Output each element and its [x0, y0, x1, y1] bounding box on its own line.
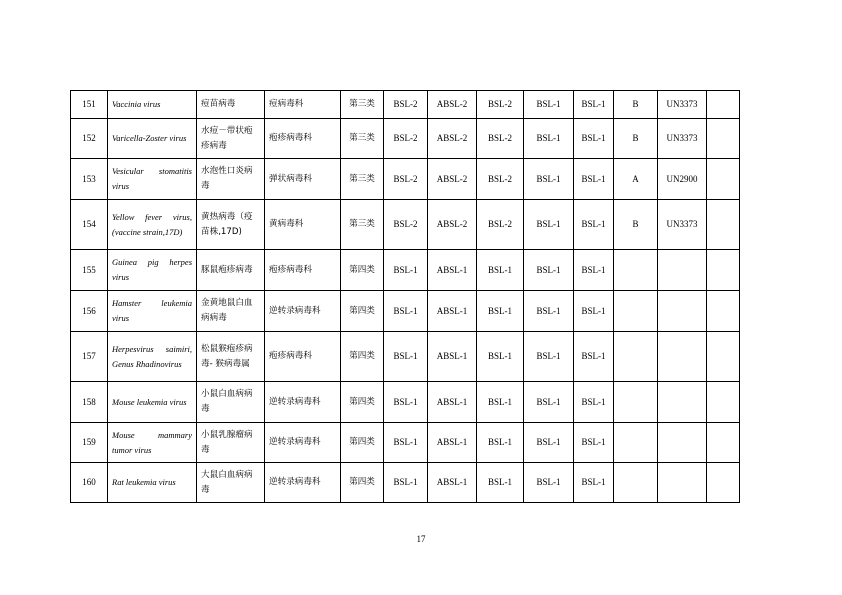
virus-name-chinese: 黄热病毒（疫苗株,17D)	[197, 200, 265, 250]
virus-family: 疱疹病毒科	[265, 332, 341, 382]
un-number	[658, 250, 707, 291]
animal-lab-level: ABSL-1	[428, 423, 477, 463]
inactivated-material-lab-level: BSL-1	[524, 332, 574, 382]
culture-lab-level: BSL-2	[384, 119, 428, 159]
table-row	[71, 159, 740, 200]
noninfectious-material-lab-level: BSL-1	[574, 119, 614, 159]
inactivated-material-lab-level: BSL-1	[524, 291, 574, 332]
culture-lab-level: BSL-1	[384, 382, 428, 423]
virus-name-latin: Hamster leukemia virus	[108, 291, 197, 332]
hazard-category: 第四类	[341, 291, 384, 332]
remarks-cell	[707, 159, 740, 200]
virus-family: 逆转录病毒科	[265, 382, 341, 423]
table-row	[71, 200, 740, 250]
row-number: 160	[71, 463, 108, 503]
virus-family: 疱疹病毒科	[265, 119, 341, 159]
animal-lab-level: ABSL-2	[428, 91, 477, 119]
table-row	[71, 423, 740, 463]
hazard-category: 第四类	[341, 250, 384, 291]
virus-name-latin: Guinea pig herpes virus	[108, 250, 197, 291]
animal-lab-level: ABSL-2	[428, 200, 477, 250]
culture-lab-level: BSL-1	[384, 423, 428, 463]
virus-name-chinese: 金黄地鼠白血病病毒	[197, 291, 265, 332]
hazard-category: 第四类	[341, 463, 384, 503]
noninfectious-material-lab-level: BSL-1	[574, 91, 614, 119]
animal-lab-level: ABSL-1	[428, 250, 477, 291]
virus-name-chinese: 痘苗病毒	[197, 91, 265, 119]
uninfected-material-lab-level: BSL-1	[477, 291, 524, 332]
virus-name-chinese: 水泡性口炎病毒	[197, 159, 265, 200]
inactivated-material-lab-level: BSL-1	[524, 382, 574, 423]
virus-name-chinese: 松鼠猴疱疹病毒- 猴病毒属	[197, 332, 265, 382]
hazard-category: 第三类	[341, 119, 384, 159]
remarks-cell	[707, 119, 740, 159]
virus-family: 弹状病毒科	[265, 159, 341, 200]
transport-package-class	[614, 463, 658, 503]
remarks-cell	[707, 250, 740, 291]
virus-name-latin: Vaccinia virus	[108, 91, 197, 119]
noninfectious-material-lab-level: BSL-1	[574, 159, 614, 200]
animal-lab-level: ABSL-1	[428, 463, 477, 503]
row-number: 159	[71, 423, 108, 463]
uninfected-material-lab-level: BSL-2	[477, 200, 524, 250]
animal-lab-level: ABSL-1	[428, 332, 477, 382]
virus-name-latin: Varicella-Zoster virus	[108, 119, 197, 159]
row-number: 154	[71, 200, 108, 250]
transport-package-class: B	[614, 91, 658, 119]
inactivated-material-lab-level: BSL-1	[524, 91, 574, 119]
hazard-category: 第三类	[341, 91, 384, 119]
uninfected-material-lab-level: BSL-1	[477, 332, 524, 382]
virus-name-chinese: 小鼠乳腺瘤病毒	[197, 423, 265, 463]
hazard-category: 第四类	[341, 423, 384, 463]
culture-lab-level: BSL-2	[384, 200, 428, 250]
inactivated-material-lab-level: BSL-1	[524, 423, 574, 463]
remarks-cell	[707, 423, 740, 463]
un-number	[658, 382, 707, 423]
un-number: UN3373	[658, 119, 707, 159]
uninfected-material-lab-level: BSL-1	[477, 423, 524, 463]
virus-family: 痘病毒科	[265, 91, 341, 119]
hazard-category: 第四类	[341, 332, 384, 382]
remarks-cell	[707, 200, 740, 250]
hazard-category: 第三类	[341, 200, 384, 250]
noninfectious-material-lab-level: BSL-1	[574, 200, 614, 250]
remarks-cell	[707, 463, 740, 503]
un-number: UN3373	[658, 200, 707, 250]
animal-lab-level: ABSL-1	[428, 382, 477, 423]
culture-lab-level: BSL-2	[384, 91, 428, 119]
uninfected-material-lab-level: BSL-1	[477, 463, 524, 503]
transport-package-class	[614, 423, 658, 463]
un-number	[658, 463, 707, 503]
virus-table	[70, 90, 740, 503]
noninfectious-material-lab-level: BSL-1	[574, 291, 614, 332]
virus-name-chinese: 大鼠白血病病毒	[197, 463, 265, 503]
transport-package-class: A	[614, 159, 658, 200]
un-number	[658, 332, 707, 382]
virus-family: 逆转录病毒科	[265, 423, 341, 463]
row-number: 157	[71, 332, 108, 382]
inactivated-material-lab-level: BSL-1	[524, 250, 574, 291]
uninfected-material-lab-level: BSL-2	[477, 159, 524, 200]
inactivated-material-lab-level: BSL-1	[524, 463, 574, 503]
un-number	[658, 423, 707, 463]
table-row	[71, 463, 740, 503]
transport-package-class: B	[614, 119, 658, 159]
virus-name-chinese: 豚鼠疱疹病毒	[197, 250, 265, 291]
table-row	[71, 250, 740, 291]
page-number: 17	[416, 534, 426, 544]
virus-name-chinese: 水痘－带状疱疹病毒	[197, 119, 265, 159]
noninfectious-material-lab-level: BSL-1	[574, 382, 614, 423]
table-row	[71, 332, 740, 382]
virus-family: 疱疹病毒科	[265, 250, 341, 291]
culture-lab-level: BSL-1	[384, 250, 428, 291]
animal-lab-level: ABSL-2	[428, 119, 477, 159]
virus-name-latin: Rat leukemia virus	[108, 463, 197, 503]
virus-family: 黄病毒科	[265, 200, 341, 250]
hazard-category: 第四类	[341, 382, 384, 423]
uninfected-material-lab-level: BSL-1	[477, 250, 524, 291]
transport-package-class	[614, 250, 658, 291]
virus-name-latin: Mouse mammary tumor virus	[108, 423, 197, 463]
row-number: 153	[71, 159, 108, 200]
virus-name-latin: Vesicular stomatitis virus	[108, 159, 197, 200]
table-row	[71, 382, 740, 423]
virus-name-chinese: 小鼠白血病病毒	[197, 382, 265, 423]
transport-package-class	[614, 332, 658, 382]
animal-lab-level: ABSL-2	[428, 159, 477, 200]
un-number	[658, 291, 707, 332]
virus-name-latin: Yellow fever virus, (vaccine strain,17D)	[108, 200, 197, 250]
row-number: 155	[71, 250, 108, 291]
row-number: 152	[71, 119, 108, 159]
transport-package-class	[614, 291, 658, 332]
animal-lab-level: ABSL-1	[428, 291, 477, 332]
virus-family: 逆转录病毒科	[265, 463, 341, 503]
table-row	[71, 291, 740, 332]
culture-lab-level: BSL-1	[384, 291, 428, 332]
uninfected-material-lab-level: BSL-2	[477, 119, 524, 159]
table-row	[71, 119, 740, 159]
table-row	[71, 91, 740, 119]
noninfectious-material-lab-level: BSL-1	[574, 250, 614, 291]
inactivated-material-lab-level: BSL-1	[524, 200, 574, 250]
remarks-cell	[707, 382, 740, 423]
hazard-category: 第三类	[341, 159, 384, 200]
noninfectious-material-lab-level: BSL-1	[574, 423, 614, 463]
un-number: UN2900	[658, 159, 707, 200]
virus-name-latin: Herpesvirus saimiri, Genus Rhadinovirus	[108, 332, 197, 382]
remarks-cell	[707, 291, 740, 332]
inactivated-material-lab-level: BSL-1	[524, 159, 574, 200]
inactivated-material-lab-level: BSL-1	[524, 119, 574, 159]
row-number: 151	[71, 91, 108, 119]
uninfected-material-lab-level: BSL-1	[477, 382, 524, 423]
un-number: UN3373	[658, 91, 707, 119]
row-number: 158	[71, 382, 108, 423]
transport-package-class: B	[614, 200, 658, 250]
culture-lab-level: BSL-1	[384, 463, 428, 503]
transport-package-class	[614, 382, 658, 423]
virus-name-latin: Mouse leukemia virus	[108, 382, 197, 423]
remarks-cell	[707, 91, 740, 119]
uninfected-material-lab-level: BSL-2	[477, 91, 524, 119]
noninfectious-material-lab-level: BSL-1	[574, 332, 614, 382]
culture-lab-level: BSL-2	[384, 159, 428, 200]
remarks-cell	[707, 332, 740, 382]
culture-lab-level: BSL-1	[384, 332, 428, 382]
row-number: 156	[71, 291, 108, 332]
noninfectious-material-lab-level: BSL-1	[574, 463, 614, 503]
virus-family: 逆转录病毒科	[265, 291, 341, 332]
